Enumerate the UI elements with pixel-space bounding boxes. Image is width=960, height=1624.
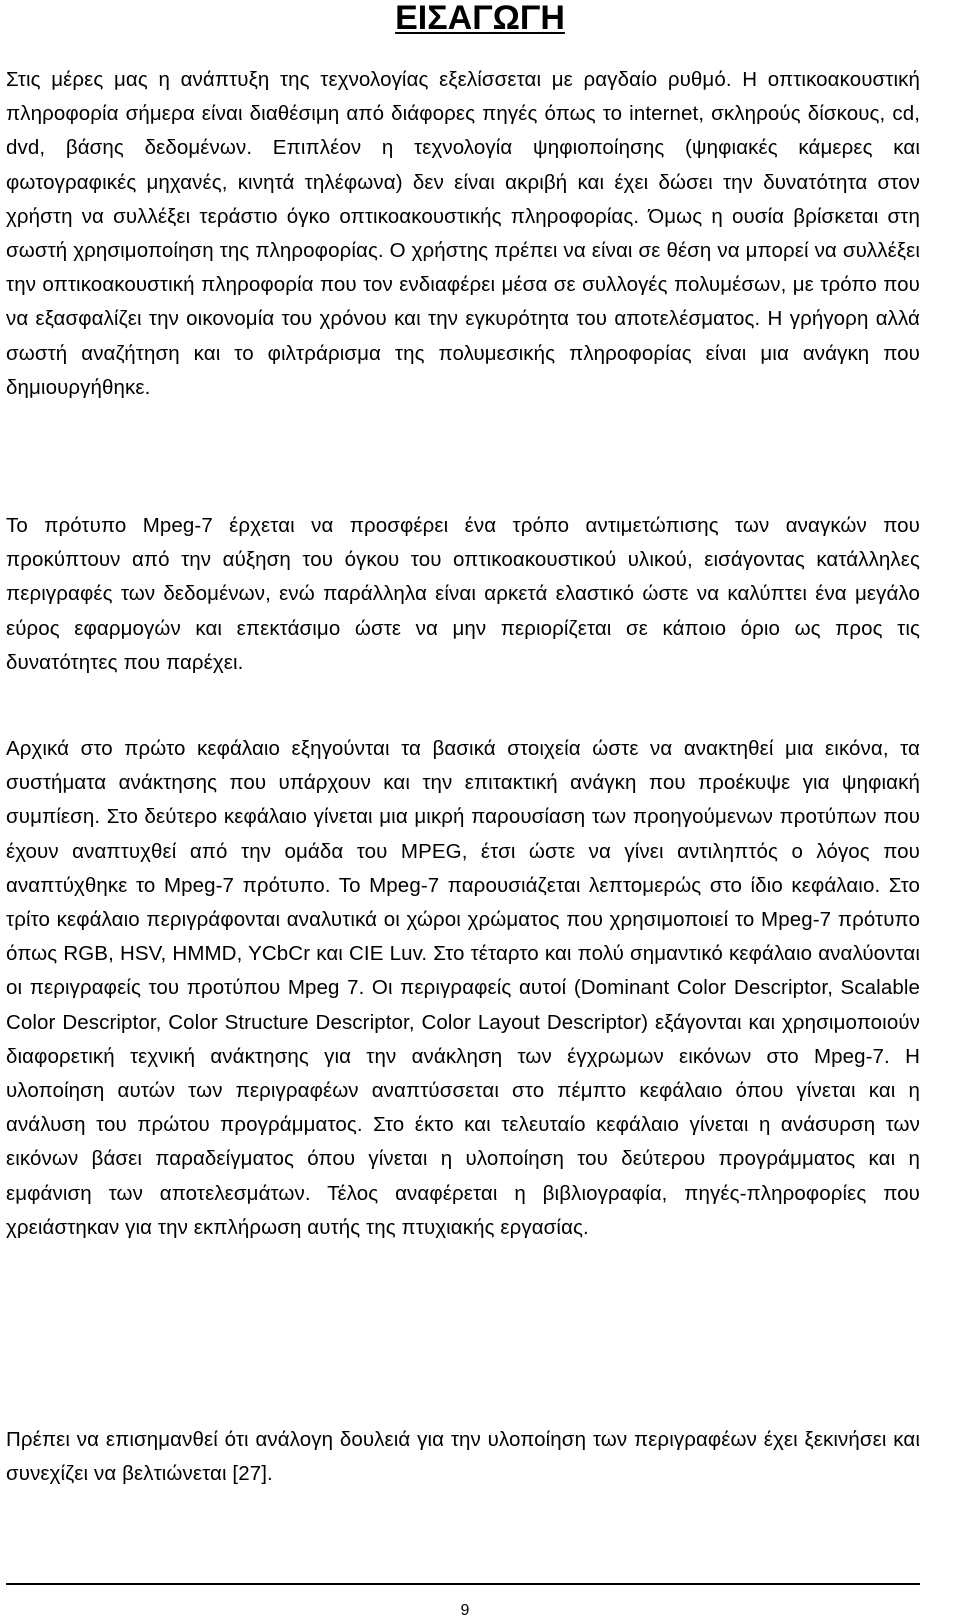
intro-paragraph-4: Πρέπει να επισημανθεί ότι ανάλογη δουλειά για την υλοποίηση των περιγραφέων έχει ξεκινήσει και συνεχίζει να βελτιώνεται [27]. — [6, 1428, 920, 1486]
intro-paragraph-1: Στις μέρες μας η ανάπτυξη της τεχνολογίας εξελίσσεται με ραγδαίο ρυθμό. Η οπτικοακουστική πληροφορία σήμερα είναι διαθέσιμη από διάφορες πηγές όπως το internet, σκληρούς δίσκους, cd, dvd, βάσης δεδομένων. Επιπλέον η τεχνολογία ψηφιοποίησης (ψηφιακές κάμερες και φωτογραφικές μηχανές, κινητά τηλέφωνα) δεν είναι ακριβή και έχει δώσει την δυνατότητα στον χρήστη να συλλέξει τεράστιο όγκο οπτικοακουστικής πληροφορίας. Όμως η ουσία βρίσκεται στη σωστή χρησιμοποίηση της πληροφορίας. Ο χρήστης πρέπει να είναι σε θέση να μπορεί να συλλέξει την οπτικοακουστική πληροφορία που τον ενδιαφέρει μέσα σε συλλογές πολυμέσων, με τρόπο που να εξασφαλίζει την οικονομία του χρόνου και την εγκυρότητα του αποτελέσματος. Η γρήγορη αλλά σωστή αναζήτηση και το φιλτράρισμα της πολυμεσικής πληροφορίας είναι μια ανάγκη που δημιουργήθηκε. — [6, 68, 920, 399]
page-title: ΕΙΣΑΓΩΓΗ — [395, 0, 565, 37]
intro-paragraph-3: Αρχικά στο πρώτο κεφάλαιο εξηγούνται τα βασικά στοιχεία ώστε να ανακτηθεί μια εικόνα, τα συστήματα ανάκτησης που υπάρχουν και την επιτακτική ανάγκη που προέκυψε για ψηφιακή συμπίεση. Στο δεύτερο κεφάλαιο γίνεται μια μικρή παρουσίαση των προηγούμενων προτύπων που έχουν αναπτυχθεί από την ομάδα του MPEG, έτσι ώστε να γίνει αντιληπτός ο λόγος που αναπτύχθηκε το Mpeg-7 πρότυπο. Το Mpeg-7 παρουσιάζεται λεπτομερώς στο ίδιο κεφάλαιο. Στο τρίτο κεφάλαιο περιγράφονται αναλυτικά οι χώροι χρώματος που χρησιμοποιεί το Mpeg-7 πρότυπο όπως RGB, HSV, HMMD, YCbCr και CIE Luv. Στο τέταρτο και πολύ σημαντικό κεφάλαιο αναλύονται οι περιγραφείς του προτύπου Mpeg 7. Οι περιγραφείς αυτοί (Dominant Color Descriptor, Scalable Color Descriptor, Color Structure Descriptor, Color Layout Descriptor) εξάγονται και χρησιμοποιούν διαφορετική τεχνική ανάκτησης για την ανάκληση των έγχρωμων εικόνων στο Mpeg-7. Η υλοποίηση αυτών των περιγραφέων αναπτύσσεται στο πέμπτο κεφάλαιο όπου γίνεται και η ανάλυση του πρώτου προγράμματος. Στο έκτο και τελευταίο κεφάλαιο γίνεται η ανάσυρση των εικόνων βάσει παραδείγματος όπου γίνεται η υλοποίηση του δεύτερου προγράμματος και η εμφάνιση των αποτελεσμάτων. Τέλος αναφέρεται η βιβλιογραφία, πηγές-πληροφορίες που χρειάστηκαν για την εκπλήρωση αυτής της πτυχιακής εργασίας. — [6, 737, 920, 1239]
footer-divider — [6, 1583, 920, 1585]
intro-paragraph-2: Το πρότυπο Mpeg-7 έρχεται να προσφέρει ένα τρόπο αντιμετώπισης των αναγκών που προκύπτουν από την αύξηση του όγκου του οπτικοακουστικού υλικού, εισάγοντας κατάλληλες περιγραφές των δεδομένων, ενώ παράλληλα είναι αρκετά ελαστικό ώστε να καλύπτει ένα μεγάλο εύρος εφαρμογών και επεκτάσιμο ώστε να μην περιορίζεται σε κάποιο όριο ως προς τις δυνατότητες που παρέχει. — [6, 514, 920, 674]
page-number: 9 — [460, 1602, 470, 1619]
